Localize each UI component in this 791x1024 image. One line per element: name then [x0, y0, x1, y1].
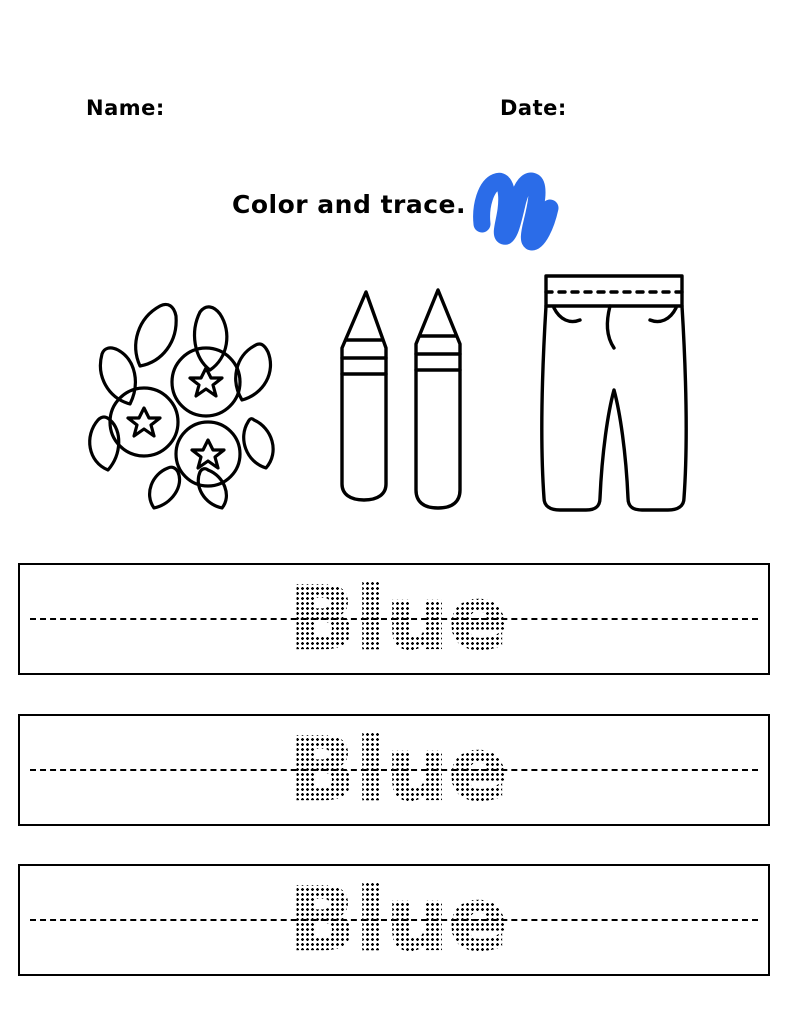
trace-line-row[interactable] — [18, 563, 770, 675]
trace-word-text: Blue — [280, 877, 509, 963]
trace-line-row[interactable] — [18, 714, 770, 826]
jeans-illustration — [530, 262, 700, 521]
trace-word-text: Blue — [280, 576, 509, 662]
trace-word-text: Blue — [280, 727, 509, 813]
name-field-label: Name: — [86, 96, 165, 120]
blueberries-illustration — [40, 272, 320, 516]
worksheet-header — [0, 96, 791, 126]
trace-word — [20, 716, 768, 824]
crayons-illustration — [320, 262, 500, 516]
instruction-row — [0, 190, 791, 246]
trace-word — [20, 866, 768, 974]
date-field-label: Date: — [500, 96, 567, 120]
instruction-text: Color and trace. — [232, 190, 466, 219]
blue-scribble-icon — [470, 172, 565, 256]
trace-line-row[interactable] — [18, 864, 770, 976]
trace-word — [20, 565, 768, 673]
illustration-row — [0, 262, 791, 537]
